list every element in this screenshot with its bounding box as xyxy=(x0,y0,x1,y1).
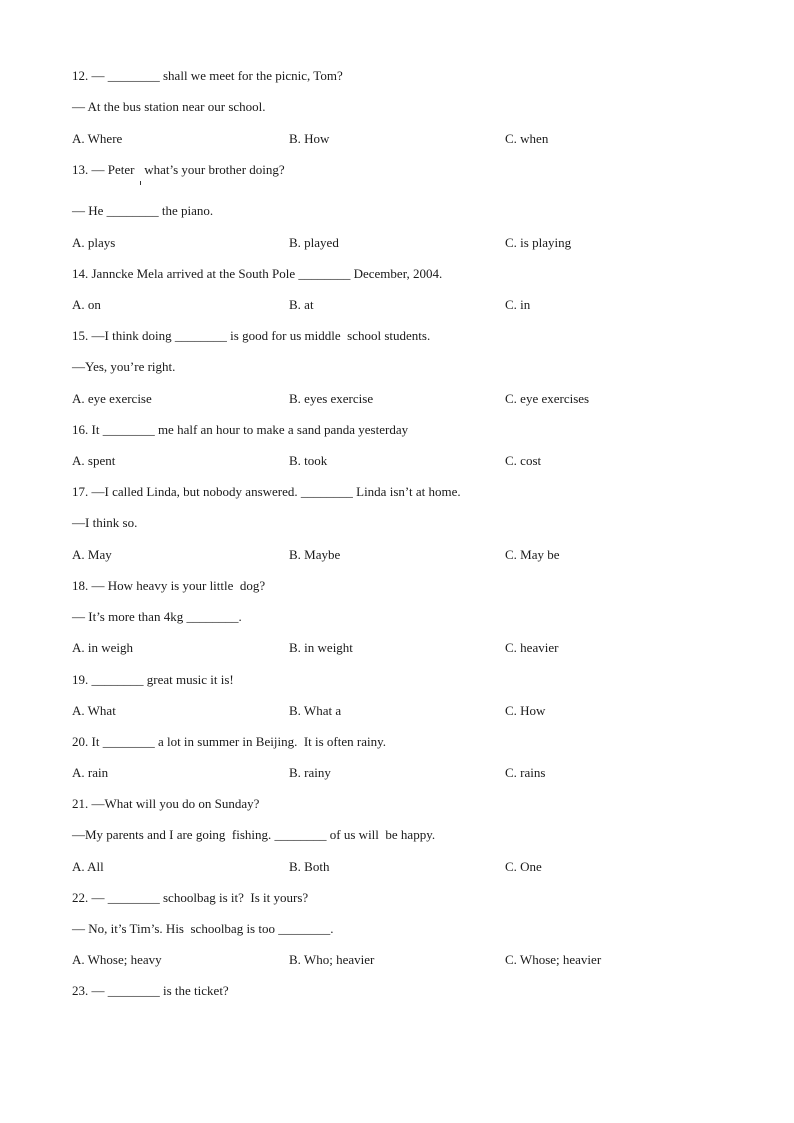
question-17-stem: 17. —I called Linda, but nobody answered. ________ Linda isn’t at home. xyxy=(72,484,461,499)
question-12-option-b: B. How xyxy=(289,131,330,146)
question-16-option-b: B. took xyxy=(289,453,328,468)
question-12-option-a: A. Where xyxy=(72,131,123,146)
question-13-option-c: C. is playing xyxy=(505,235,572,250)
question-21-option-c: C. One xyxy=(505,859,542,874)
question-20-option-c: C. rains xyxy=(505,765,546,780)
question-16-option-a: A. spent xyxy=(72,453,116,468)
question-18-option-b: B. in weight xyxy=(289,640,353,655)
question-19-option-c: C. How xyxy=(505,703,546,718)
question-15-reply: —Yes, you’re right. xyxy=(72,359,176,374)
question-17-reply: —I think so. xyxy=(72,515,138,530)
question-14-option-c: C. in xyxy=(505,297,531,312)
question-18-reply: — It’s more than 4kg ________. xyxy=(72,609,242,624)
question-16-stem: 16. It ________ me half an hour to make a sand panda yesterday xyxy=(72,422,409,437)
question-13-reply: — He ________ the piano. xyxy=(72,203,214,218)
question-20-option-a: A. rain xyxy=(72,765,109,780)
question-14-option-b: B. at xyxy=(289,297,314,312)
question-19-option-b: B. What a xyxy=(289,703,342,718)
question-18-option-a: A. in weigh xyxy=(72,640,134,655)
question-13-option-b: B. played xyxy=(289,235,339,250)
question-14-stem: 14. Janncke Mela arrived at the South Pole ________ December, 2004. xyxy=(72,266,443,281)
question-13-option-a: A. plays xyxy=(72,235,116,250)
question-20-stem: 20. It ________ a lot in summer in Beijing. It is often rainy. xyxy=(72,734,387,749)
question-15-option-c: C. eye exercises xyxy=(505,391,590,406)
question-22-reply: — No, it’s Tim’s. His schoolbag is too ________. xyxy=(72,921,334,936)
question-17-option-c: C. May be xyxy=(505,547,560,562)
stray-comma-mark xyxy=(140,181,141,185)
question-18-stem: 18. — How heavy is your little dog? xyxy=(72,578,266,593)
question-20-option-b: B. rainy xyxy=(289,765,331,780)
question-12-option-c: C. when xyxy=(505,131,549,146)
question-14-option-a: A. on xyxy=(72,297,101,312)
question-21-option-b: B. Both xyxy=(289,859,330,874)
question-13-stem: 13. — Peter what’s your brother doing? xyxy=(72,162,285,177)
question-12-stem: 12. — ________ shall we meet for the picnic, Tom? xyxy=(72,68,343,83)
question-19-option-a: A. What xyxy=(72,703,116,718)
question-17-option-a: A. May xyxy=(72,547,112,562)
question-21-option-a: A. All xyxy=(72,859,104,874)
question-22-option-b: B. Who; heavier xyxy=(289,952,375,967)
question-22-option-c: C. Whose; heavier xyxy=(505,952,602,967)
question-22-stem: 22. — ________ schoolbag is it? Is it yours? xyxy=(72,890,309,905)
question-16-option-c: C. cost xyxy=(505,453,542,468)
question-15-stem: 15. —I think doing ________ is good for us middle school students. xyxy=(72,328,431,343)
question-18-option-c: C. heavier xyxy=(505,640,559,655)
question-12-reply: — At the bus station near our school. xyxy=(72,99,266,114)
question-22-option-a: A. Whose; heavy xyxy=(72,952,162,967)
question-15-option-a: A. eye exercise xyxy=(72,391,152,406)
question-23-stem: 23. — ________ is the ticket? xyxy=(72,983,229,998)
question-21-stem: 21. —What will you do on Sunday? xyxy=(72,796,260,811)
question-19-stem: 19. ________ great music it is! xyxy=(72,672,234,687)
question-17-option-b: B. Maybe xyxy=(289,547,341,562)
question-21-reply: —My parents and I are going fishing. ________ of us will be happy. xyxy=(72,827,436,842)
question-15-option-b: B. eyes exercise xyxy=(289,391,374,406)
